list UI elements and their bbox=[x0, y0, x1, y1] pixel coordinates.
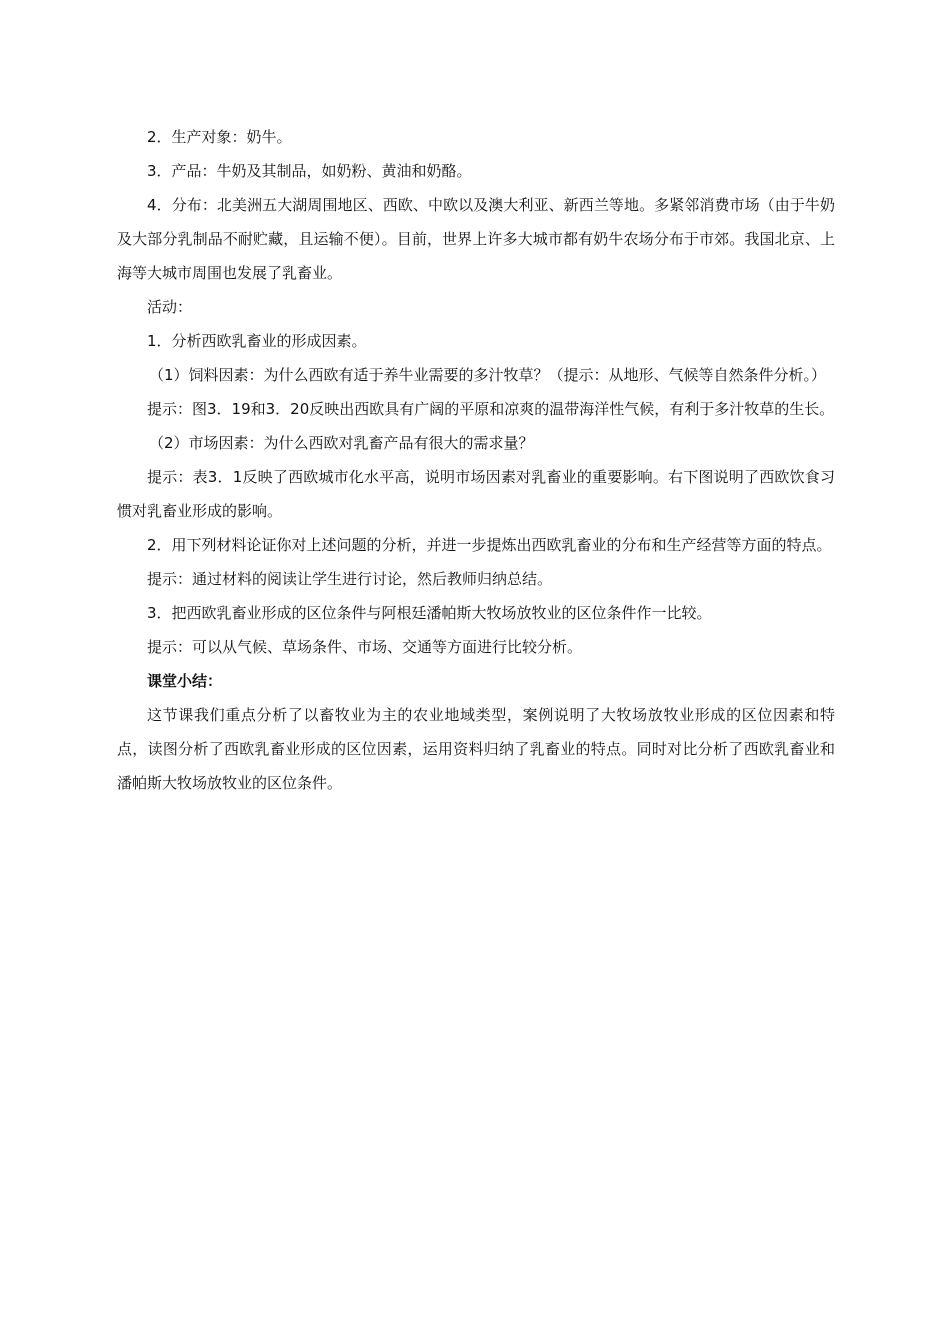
paragraph-hint-feed: 提示：图3．19和3．20反映出西欧具有广阔的平原和凉爽的温带海洋性气候，有利于多汁牧草的生长。 bbox=[147, 400, 835, 418]
paragraph-hint-discussion: 提示：通过材料的阅读让学生进行讨论，然后教师归纳总结。 bbox=[147, 570, 553, 588]
paragraph-activity-3: 3．把西欧乳畜业形成的区位条件与阿根廷潘帕斯大牧场放牧业的区位条件作一比较。 bbox=[147, 604, 712, 622]
paragraph-market-factor: （2）市场因素：为什么西欧对乳畜产品有很大的需求量？ bbox=[149, 434, 534, 452]
paragraph-production-object: 2．生产对象：奶牛。 bbox=[147, 128, 292, 146]
document-body bbox=[117, 120, 835, 800]
paragraph-activity-1: 1．分析西欧乳畜业的形成因素。 bbox=[147, 332, 367, 350]
summary-heading: 课堂小结： bbox=[147, 672, 223, 690]
paragraph-feed-factor: （1）饲料因素：为什么西欧有适于养牛业需要的多汁牧草？（提示：从地形、气候等自然条件分析。） bbox=[149, 366, 827, 384]
paragraph-activity-2: 2．用下列材料论证你对上述问题的分析，并进一步提炼出西欧乳畜业的分布和生产经营等方面的特点。 bbox=[147, 536, 832, 554]
paragraph-hint-market: 提示：表3．1反映了西欧城市化水平高，说明市场因素对乳畜业的重要影响。右下图说明了西欧饮食习惯对乳畜业形成的影响。 bbox=[117, 468, 835, 520]
paragraph-products: 3．产品：牛奶及其制品，如奶粉、黄油和奶酪。 bbox=[147, 162, 472, 180]
paragraph-distribution: 4．分布：北美洲五大湖周围地区、西欧、中欧以及澳大利亚、新西兰等地。多紧邻消费市场（由于牛奶及大部分乳制品不耐贮藏，且运输不便）。目前，世界上许多大城市都有奶牛农场分布于市郊。我国北京、上海等大城市周围也发展了乳畜业。 bbox=[117, 196, 835, 282]
paragraph-hint-compare: 提示：可以从气候、草场条件、市场、交通等方面进行比较分析。 bbox=[147, 638, 583, 656]
paragraph-activity-label: 活动： bbox=[147, 298, 193, 316]
summary-paragraph: 这节课我们重点分析了以畜牧业为主的农业地域类型，案例说明了大牧场放牧业形成的区位因素和特点，读图分析了西欧乳畜业形成的区位因素，运用资料归纳了乳畜业的特点。同时对比分析了西欧乳畜业和潘帕斯大牧场放牧业的区位条件。 bbox=[117, 706, 835, 792]
